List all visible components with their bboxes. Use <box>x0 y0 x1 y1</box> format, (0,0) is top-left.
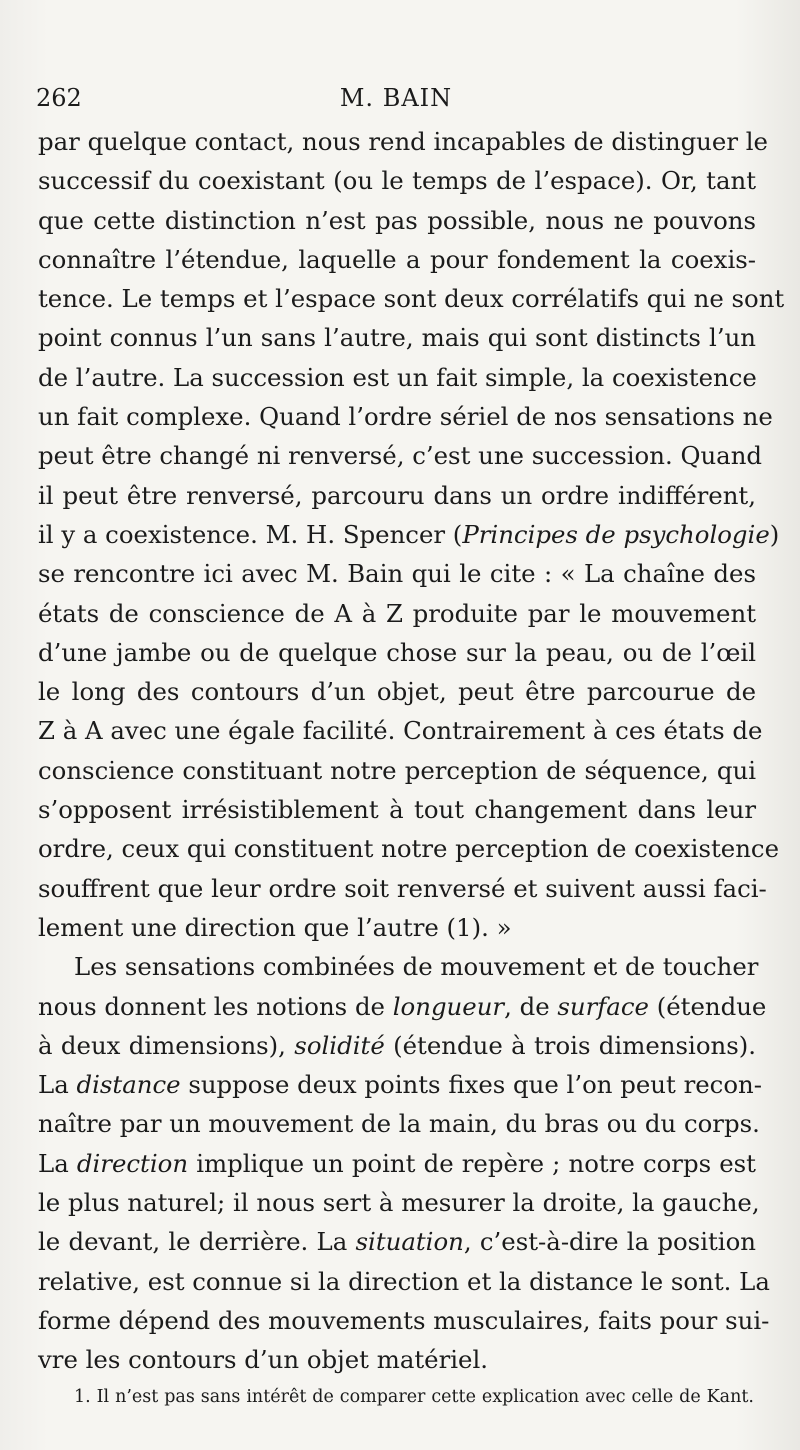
running-title: M. BAIN <box>339 84 453 112</box>
text-line: lement une direction que l’autre (1). » <box>38 912 512 942</box>
text-line: ordre, ceux qui constituent notre perception de coexistence <box>38 834 780 864</box>
text-line: peut être changé ni renversé, c’est une succession. Quand <box>38 441 763 471</box>
emphasis: surface <box>557 991 649 1021</box>
text-line <box>38 515 780 554</box>
text-line: un fait complexe. Quand l’ordre sériel de nos sensations ne <box>38 402 773 432</box>
text-line: connaître l’étendue, laquelle a pour fondement la coexis- <box>38 244 756 274</box>
emphasis: longueur <box>392 991 505 1021</box>
running-head <box>36 80 756 116</box>
text-line: états de conscience de A à Z produite par le mouvement <box>38 598 756 628</box>
text-run: implique un point de repère ; notre corps est <box>188 1148 756 1178</box>
footnote: 1. Il n’est pas sans intérêt de comparer cette explication avec celle de Kant. <box>74 1387 754 1407</box>
text-line <box>38 987 767 1026</box>
text-line: vre les contours d’un objet matériel. <box>38 1345 489 1375</box>
text-line <box>38 1144 756 1183</box>
text-line: se rencontre ici avec M. Bain qui le cite : « La chaîne des <box>38 559 756 589</box>
text-run: ) <box>769 519 780 549</box>
emphasis: distance <box>76 1070 181 1100</box>
text-line: tence. Le temps et l’espace sont deux corrélatifs qui ne sont <box>38 284 785 314</box>
emphasis: direction <box>76 1148 189 1178</box>
text-line: s’opposent irrésistiblement à tout changement dans leur <box>38 795 756 825</box>
text-run: La <box>38 1148 77 1178</box>
text-line: il peut être renversé, parcouru dans un ordre indifférent, <box>38 480 756 510</box>
text-run: nous donnent les notions de <box>38 991 393 1021</box>
text-line <box>38 1222 756 1261</box>
text-line: conscience constituant notre perception de séquence, qui <box>38 755 756 785</box>
emphasis: situation <box>355 1227 464 1257</box>
text-line: relative, est connue si la direction et la distance le sont. La <box>38 1266 770 1296</box>
text-line: souffrent que leur ordre soit renversé et suivent aussi faci- <box>38 873 767 903</box>
text-line: de l’autre. La succession est un fait simple, la coexistence <box>38 362 757 392</box>
text-run: il y a coexistence. M. H. Spencer ( <box>38 519 463 549</box>
text-line: Les sensations combinées de mouvement et de toucher <box>74 952 759 982</box>
text-line: d’une jambe ou de quelque chose sur la peau, ou de l’œil <box>38 637 756 667</box>
page-number: 262 <box>36 84 82 112</box>
text-run: , c’est-à-dire la position <box>463 1227 756 1257</box>
text-line: le plus naturel; il nous sert à mesurer la droite, la gauche, <box>38 1188 760 1218</box>
emphasis: solidité <box>294 1030 385 1060</box>
text-line: par quelque contact, nous rend incapables de distinguer le <box>38 127 768 156</box>
text-run: , de <box>504 991 558 1021</box>
text-line <box>38 1026 756 1065</box>
body-text <box>38 122 785 1380</box>
text-run: le devant, le derrière. La <box>38 1227 356 1257</box>
text-run: (étendue <box>648 991 767 1021</box>
text-line <box>38 1065 762 1104</box>
text-line: Z à A avec une égale facilité. Contrairement à ces états de <box>38 716 763 746</box>
text-line: le long des contours d’un objet, peut être parcourue de <box>38 677 756 707</box>
text-line: forme dépend des mouvements musculaires, faits pour sui- <box>38 1305 770 1335</box>
text-line: point connus l’un sans l’autre, mais qui sont distincts l’un <box>38 323 756 353</box>
text-line: naître par un mouvement de la main, du bras ou du corps. <box>38 1109 760 1139</box>
text-run: (étendue à trois dimensions). <box>384 1030 756 1060</box>
text-run: La <box>38 1070 77 1100</box>
text-run: suppose deux points fixes que l’on peut recon- <box>180 1070 762 1100</box>
text-run: à deux dimensions), <box>38 1030 295 1060</box>
book-title: Principes de psychologie <box>462 519 770 549</box>
text-line: que cette distinction n’est pas possible, nous ne pouvons <box>38 205 756 235</box>
text-line: successif du coexistant (ou le temps de l’espace). Or, tant <box>38 166 756 196</box>
